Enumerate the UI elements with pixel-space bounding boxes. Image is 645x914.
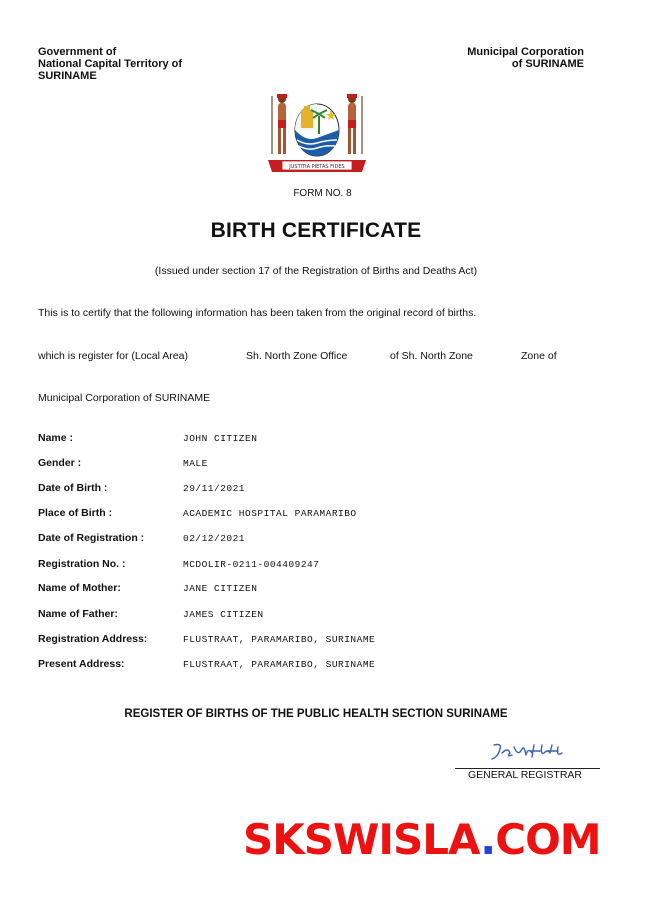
website-watermark xyxy=(243,815,601,864)
field-label: Gender : xyxy=(38,457,82,469)
issuing-government xyxy=(38,46,258,82)
right-supporter xyxy=(347,94,362,154)
field-row-present-address xyxy=(38,658,458,672)
field-row-name-of-mother xyxy=(38,582,458,596)
field-value: JANE CITIZEN xyxy=(183,583,258,594)
form-number: FORM NO. 8 xyxy=(293,188,352,199)
field-label: Date of Registration : xyxy=(38,532,145,544)
field-row-date-of-registration xyxy=(38,532,458,546)
watermark-dot: . xyxy=(480,815,496,864)
field-value: 29/11/2021 xyxy=(183,483,246,494)
field-value: FLUSTRAAT, PARAMARIBO, SURINAME xyxy=(183,659,376,670)
coat-of-arms-icon xyxy=(264,90,370,176)
field-row-name-of-father xyxy=(38,608,458,622)
svg-text:JUSTITIA PIETAS FIDES: JUSTITIA PIETAS FIDES xyxy=(289,164,345,170)
field-value: 02/12/2021 xyxy=(183,533,246,544)
field-label: Name of Father: xyxy=(38,608,118,620)
field-value: JAMES CITIZEN xyxy=(183,609,264,620)
issuing-municipality xyxy=(430,46,584,70)
field-label: Place of Birth : xyxy=(38,507,113,519)
header-left-line-3: SURINAME xyxy=(38,70,97,82)
field-label: Name : xyxy=(38,432,74,444)
motto-banner xyxy=(268,160,366,172)
header-left-line-2: National Capital Territory of xyxy=(38,58,183,70)
header-right-line-2: of SURINAME xyxy=(511,58,584,70)
field-label: Registration No. : xyxy=(38,558,126,570)
header-right-line-1: Municipal Corporation xyxy=(467,46,584,58)
shield xyxy=(295,104,339,156)
field-row-place-of-birth xyxy=(38,507,458,521)
field-value: MALE xyxy=(183,458,208,469)
watermark-tld: COM xyxy=(495,815,601,864)
header-left-line-1: Government of xyxy=(38,46,117,58)
field-label: Name of Mother: xyxy=(38,582,121,594)
field-label: Present Address: xyxy=(38,658,125,670)
field-row-registration-no xyxy=(38,558,458,572)
document-title: BIRTH CERTIFICATE xyxy=(210,219,422,242)
local-area-zone: of Sh. North Zone xyxy=(390,350,473,362)
certify-statement: This is to certify that the following information has been taken from the original record of births. xyxy=(38,307,477,319)
field-value: FLUSTRAAT, PARAMARIBO, SURINAME xyxy=(183,634,376,645)
local-area-suffix: Zone of xyxy=(521,350,557,362)
watermark-main: SKSWISLA xyxy=(243,815,481,864)
registrar-signature xyxy=(488,741,568,763)
local-area-office: Sh. North Zone Office xyxy=(246,350,348,362)
local-area-prefix: which is register for (Local Area) xyxy=(38,350,188,362)
field-value: ACADEMIC HOSPITAL PARAMARIBO xyxy=(183,508,357,519)
field-row-name xyxy=(38,432,458,446)
register-title: REGISTER OF BIRTHS OF THE PUBLIC HEALTH SECTION SURINAME xyxy=(124,708,508,720)
field-label: Registration Address: xyxy=(38,633,148,645)
field-label: Date of Birth : xyxy=(38,482,108,494)
field-row-registration-address xyxy=(38,633,458,647)
field-row-gender xyxy=(38,457,458,471)
general-registrar-label: GENERAL REGISTRAR xyxy=(468,769,582,781)
document-subtitle: (Issued under section 17 of the Registration of Births and Deaths Act) xyxy=(154,265,478,277)
field-row-date-of-birth xyxy=(38,482,458,496)
field-value: MCDOLIR-0211-004409247 xyxy=(183,559,320,570)
left-supporter xyxy=(272,94,287,154)
field-value: JOHN CITIZEN xyxy=(183,433,258,444)
municipal-corporation-line: Municipal Corporation of SURINAME xyxy=(38,392,211,404)
